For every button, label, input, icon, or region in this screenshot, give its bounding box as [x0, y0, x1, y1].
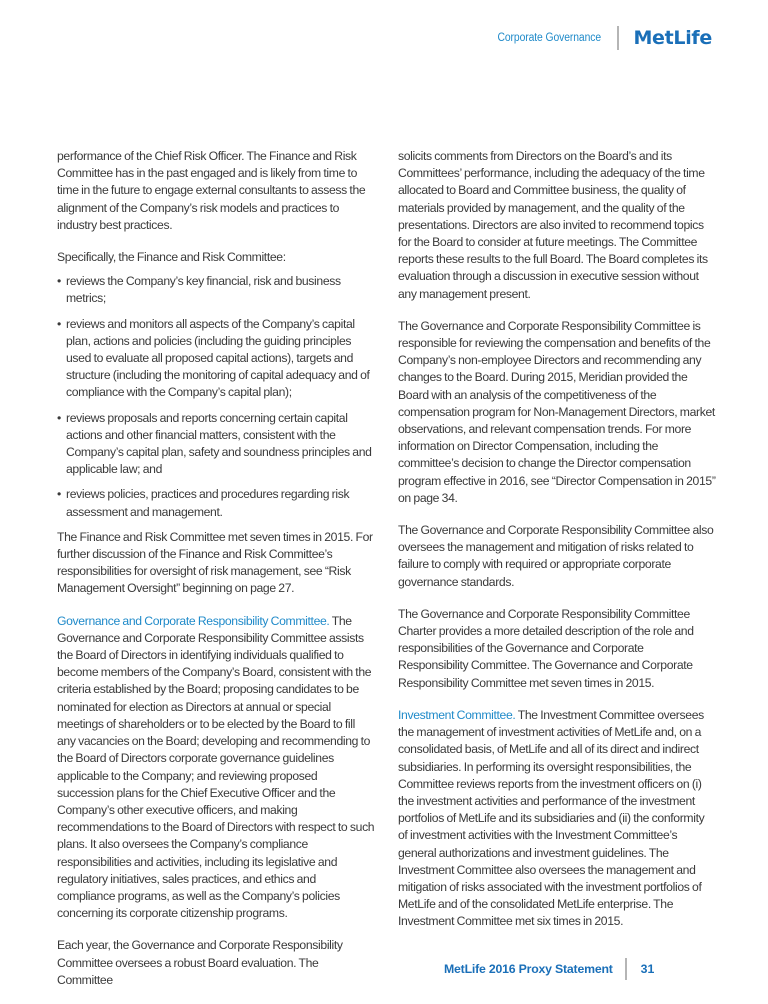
section-lead-investment: Investment Committee. [398, 707, 516, 722]
page-footer [444, 958, 654, 980]
paragraph: The Finance and Risk Committee met seven times in 2015. For further discussion of the Finance and Risk Committee’s responsibilities for oversight of risk management, see “Risk Management Oversight” beginning on page 27. [57, 529, 373, 596]
paragraph: The Governance and Corporate Responsibility Committee Charter provides a more detailed description of the role and responsibilities of the Governance and Corporate Responsibility Committee. The Governance and Corporate Responsibility Committee met seven times in 2015. [398, 606, 694, 690]
page-number: 31 [640, 962, 655, 976]
list-item: • reviews and monitors all aspects of the Company’s capital plan, actions and policies (including the guiding principles used to evaluate all proposed capital actions), targets and structure (including the monitoring of capital adequacy and of compliance with the Company’s capital plan); [57, 316, 370, 400]
footer-title: MetLife 2016 Proxy Statement [444, 962, 613, 976]
paragraph: performance of the Chief Risk Officer. The Finance and Risk Committee has in the past engaged and is likely from time to time in the future to engage external consultants to assess the alignment of the Company’s risk models and practices to industry best practices. [57, 149, 366, 232]
metlife-logo: MetLife [633, 27, 712, 49]
bullet-icon: • [57, 487, 61, 502]
bullet-icon: • [57, 274, 61, 289]
page-header [486, 22, 712, 54]
list-item: • reviews proposals and reports concerning certain capital actions and other financial matters, consistent with the Company’s capital plan, safety and soundness principles and applicable law; and [57, 410, 372, 477]
right-column [398, 148, 716, 946]
bullet-icon: • [57, 316, 61, 331]
paragraph: Each year, the Governance and Corporate Responsibility Committee oversees a robust Board evaluation. The Committee [57, 938, 343, 987]
list-item: • reviews policies, practices and procedures regarding risk assessment and management. [57, 487, 350, 519]
paragraph: Governance and Corporate Responsibility Committee. The Governance and Corporate Responsibility Committee assists the Board of Directors in identifying individuals qualified to become members of the Company’s Board, consistent with the criteria established by the Board; proposing candidates to be nominated for election as Directors at annual or special meetings of shareholders or to be elected by the Board to fill any vacancies on the Board; developing and recommending to the Board of Directors corporate governance guidelines applicable to the Company; and reviewing proposed succession plans for the Chief Executive Officer and the Company’s other executive officers, and making recommendations to the Board of Directors with respect to such plans. It also oversees the Company’s compliance responsibilities and activities, including its legislative and regulatory initiatives, sales practices, and ethics and compliance programs, as well as the Company’s policies concerning its corporate citizenship programs. [57, 613, 375, 921]
section-lead-governance: Governance and Corporate Responsibility Committee. [57, 613, 330, 628]
paragraph: The Governance and Corporate Responsibility Committee also oversees the management and mitigation of risks related to failure to comply with required or appropriate corporate governance standards. [398, 523, 714, 589]
left-column [57, 148, 375, 1004]
section-title: Corporate Governance [497, 32, 602, 44]
finance-risk-responsibilities-list [57, 273, 375, 521]
paragraph: solicits comments from Directors on the Board’s and its Committees’ performance, including the adequacy of the time allocated to Board and Committee business, the quality of materials provided by management, and the quality of the presentations. Directors are also invited to recommend topics for the Board to consider at future meetings. The Committee reports these results to the full Board. The Board completes its evaluation through a discussion in executive session without any management present. [398, 149, 708, 301]
paragraph: Investment Committee. The Investment Committee oversees the management of investment activities of MetLife and, on a consolidated basis, of MetLife and all of its direct and indirect subsidiaries. In performing its oversight responsibilities, the Committee reviews reports from the investment officers on (i) the investment activities and performance of the investment portfolios of MetLife and its subsidiaries and (ii) the conformity of investment activities with the Investment Committee’s general authorizations and investment guidelines. The Investment Committee also oversees the management and mitigation of risks associated with the investment portfolios of MetLife and of the consolidated MetLife enterprise. The Investment Committee met six times in 2015. [398, 707, 705, 929]
bullet-icon: • [57, 410, 61, 425]
paragraph: The Governance and Corporate Responsibility Committee is responsible for reviewing the compensation and benefits of the Company’s non-employee Directors and recommending any changes to the Board. During 2015, Meridian provided the Board with an analysis of the competitiveness of the compensation program for Non-Management Directors, market observations, and relevant compensation trends. For more information on Director Compensation, including the committee’s decision to change the Director compensation program effective in 2016, see “Director Compensation in 2015” on page 34. [398, 318, 716, 505]
header-divider [617, 26, 619, 50]
list-item: • reviews the Company’s key financial, risk and business metrics; [57, 274, 341, 306]
paragraph: Specifically, the Finance and Risk Committee: [57, 250, 286, 265]
footer-divider [625, 958, 627, 980]
